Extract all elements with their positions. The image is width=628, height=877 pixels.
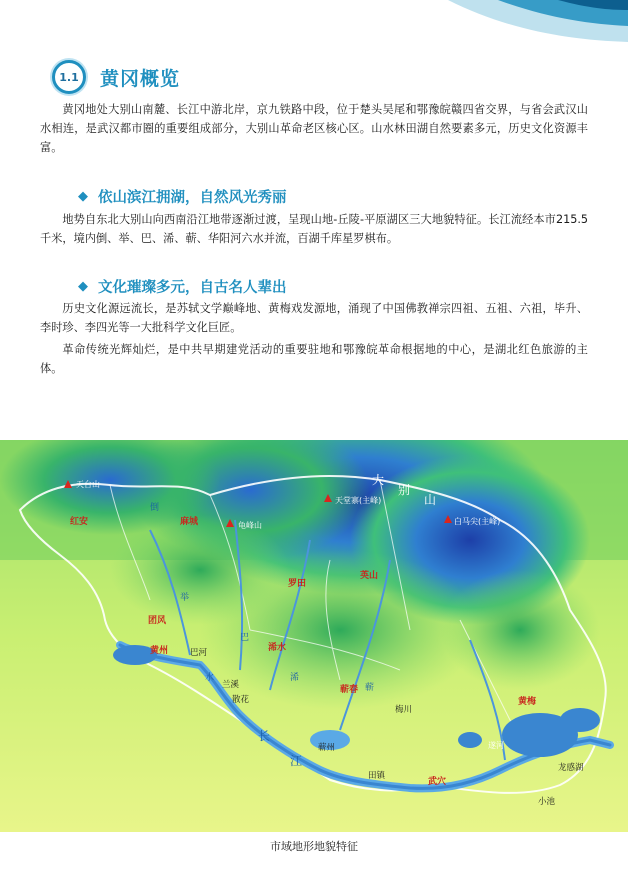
county-wuxue: 武穴 (428, 777, 447, 787)
intro-paragraph: 黄冈地处大别山南麓、长江中游北岸，京九铁路中段，位于楚头吴尾和鄂豫皖赣四省交界，与省会武汉山水相连，是武汉都市圈的重要组成部分，大别山革命老区核心区。山水林田湖自然要素多元，历史文化资源丰富。 (40, 103, 588, 154)
county-qichun: 蕲春 (340, 685, 359, 695)
county-xishui: 浠水 (268, 643, 287, 653)
section-title: 黄冈概览 (100, 67, 181, 90)
town-tianzhen: 田镇 (368, 771, 386, 781)
hill-mass (110, 515, 290, 625)
county-huangmei: 黄梅 (518, 697, 537, 707)
culture-paragraph-2: 革命传统光辉灿烂，是中共早期建党活动的重要驻地和鄂豫皖革命根据地的中心，是湖北红色旅游的主体。 (40, 343, 588, 375)
tributary-label: 蕲 (365, 683, 375, 693)
subheading-nature (78, 186, 287, 207)
peak-label: 白马尖(主峰) (454, 517, 501, 526)
town-sanhua: 散花 (232, 695, 250, 705)
town-meichuan: 梅川 (395, 705, 413, 715)
tributary-label: 浠 (290, 673, 300, 683)
section-number-badge (52, 60, 86, 94)
map-caption: 市域地形地貌特征 (270, 840, 358, 853)
peak-label: 天堂寨(主峰) (335, 496, 382, 505)
town-qizhou: 蕲州 (318, 743, 336, 753)
county-yingshan: 英山 (360, 571, 379, 581)
county-luotian: 罗田 (288, 579, 307, 589)
nature-paragraph: 地势自东北大别山向西南沿江地带逐渐过渡，呈现山地-丘陵-平原湖区三大地貌特征。长江流经本市215.5千米，境内倒、举、巴、浠、蕲、华阳河六水并流，百湖千库星罗棋布。 (40, 213, 588, 245)
town-xiaochi: 小池 (538, 797, 556, 807)
tributary-label: 巴 (240, 633, 250, 643)
tributary-label: 举 (180, 593, 190, 603)
corner-wave-decoration (388, 0, 628, 70)
subheading-culture-title: 文化璀璨多元，自古名人辈出 (98, 280, 287, 296)
county-tuanfeng: 团风 (148, 616, 167, 626)
river-label-char: 江 (290, 754, 303, 768)
county-macheng: 麻城 (180, 517, 199, 527)
diamond-icon: ◆ (78, 279, 88, 294)
lake (458, 732, 482, 748)
county-huangzhou: 黄州 (150, 646, 169, 656)
section-header (52, 58, 180, 96)
hill-mass (440, 570, 600, 690)
county-hongan: 红安 (70, 517, 89, 527)
section-number: 1.1 (59, 70, 79, 84)
town-lanxi: 兰溪 (222, 680, 240, 690)
peak-label: 龟峰山 (238, 521, 262, 530)
diamond-icon: ◆ (78, 189, 88, 204)
culture-paragraph-1: 历史文化源远流长，是苏轼文学巅峰地、黄梅戏发源地，涌现了中国佛教禅宗四祖、五祖、六祖，毕升、李时珍、李四光等一大批科学文化巨匠。 (40, 302, 588, 334)
town-bahe: 巴河 (190, 648, 208, 658)
terrain-map (0, 440, 628, 832)
range-char: 山 (424, 493, 437, 507)
tributary-label: 水 (205, 673, 215, 683)
range-char: 别 (398, 483, 411, 497)
tributary-label: 倒 (150, 503, 160, 513)
river-label-char: 长 (258, 729, 271, 743)
lake (560, 708, 600, 732)
peak-label: 天台山 (76, 480, 100, 489)
subheading-nature-title: 依山滨江拥湖，自然风光秀丽 (98, 190, 287, 206)
town-longganhu: 龙感湖 (558, 763, 584, 773)
range-char: 大 (372, 473, 385, 487)
subheading-culture (78, 276, 287, 297)
river-name-label: 遂河 (488, 741, 504, 750)
